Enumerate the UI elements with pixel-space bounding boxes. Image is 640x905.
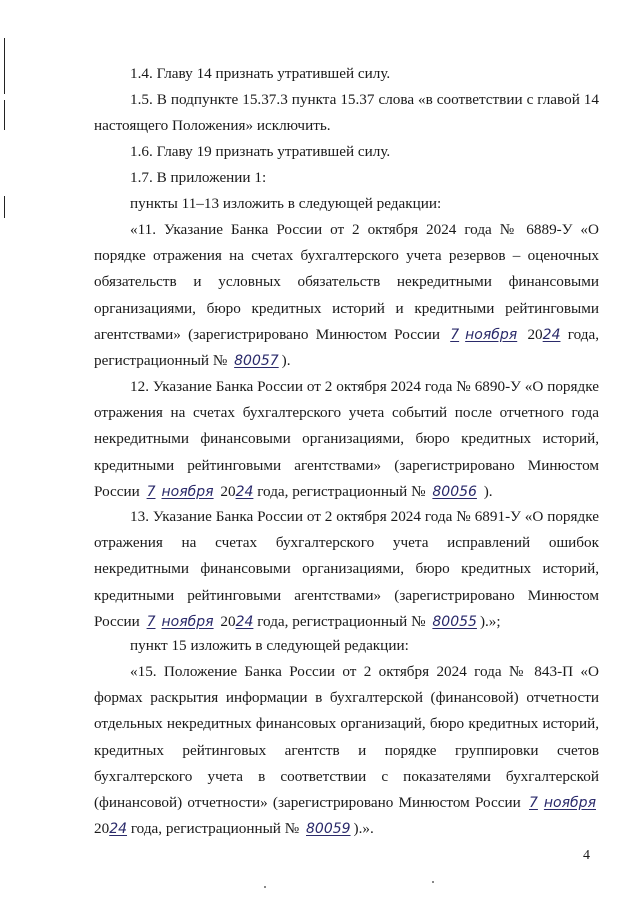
item-12-text-c: года, регистрационный №: [253, 482, 430, 500]
handwritten-reg-number: 80055: [432, 613, 477, 630]
paragraph-items-intro: пункты 11–13 изложить в следующей редакции:: [130, 195, 442, 212]
item-15-text-b: 20: [94, 820, 110, 838]
item-13-text-a: 13. Указание Банка России от 2 октября 2024 года № 6891-У «О порядке отражения на счетах бухгалтерского учета исправлений ошибок некредитными финансовыми организациями, бюро кредитных историй, кредитными рейтинговыми агентствами» (зарегистрировано Минюстом России: [94, 508, 599, 630]
item-15-text-a: «15. Положение Банка России от 2 октября 2024 года № 843-П «О формах раскрытия информации в бухгалтерской (финансовой) отчетности отдельных некредитных финансовых организаций, бюро кредитных историй, кредитных рейтинговых агентств и порядке группировки счетов бухгалтерского учета в соответствии с показателями бухгалтерской (финансовой) отчетности» (зарегистрировано Минюстом России: [94, 663, 599, 812]
item-12-text-b: 20: [216, 482, 236, 500]
item-13-text-d: ).»;: [479, 612, 501, 630]
handwritten-day: 7: [146, 613, 156, 630]
paragraph-item-13: [94, 504, 599, 635]
handwritten-month: ноября: [543, 795, 596, 812]
item-15-text-d: ).».: [353, 820, 374, 838]
handwritten-month: ноября: [465, 326, 518, 343]
paragraph-1-4: 1.4. Главу 14 признать утратившей силу.: [130, 65, 391, 82]
handwritten-year: 24: [235, 613, 254, 630]
handwritten-year: 24: [542, 326, 561, 343]
scan-edge-mark: [4, 100, 5, 130]
handwritten-year: 24: [109, 821, 128, 838]
paragraph-item-15-intro: пункт 15 изложить в следующей редакции:: [130, 637, 409, 654]
page-number: 4: [583, 848, 590, 863]
paragraph-item-12: [94, 374, 599, 505]
handwritten-reg-number: 80056: [432, 483, 477, 500]
item-11-text-b: 20: [520, 325, 543, 343]
item-13-text-c: года, регистрационный №: [253, 612, 430, 630]
scan-edge-mark: [4, 196, 5, 218]
handwritten-year: 24: [235, 483, 254, 500]
item-15-text-c: года, регистрационный №: [127, 820, 303, 838]
scan-dust: [264, 886, 266, 888]
handwritten-reg-number: 80057: [234, 353, 279, 370]
item-11-text-d: ).: [281, 352, 291, 370]
item-12-text-d: ).: [479, 482, 493, 500]
item-11-text-c: года, регистрационный №: [94, 325, 599, 370]
paragraph-1-5: 1.5. В подпункте 15.37.3 пункта 15.37 слова «в соответствии с главой 14 настоящего Положения» исключить.: [94, 91, 599, 135]
scan-edge-mark: [4, 38, 5, 94]
handwritten-month: ноября: [161, 483, 214, 500]
item-11-text-a: «11. Указание Банка России от 2 октября 2024 года № 6889-У «О порядке отражения на счетах бухгалтерского учета резервов – оценочных обязательств и условных обязательств некредитными финансовыми организациями, бюро кредитных историй и кредитными рейтинговыми агентствами» (зарегистрировано Минюстом России: [94, 221, 599, 343]
handwritten-month: ноября: [161, 613, 214, 630]
paragraph-1-6: 1.6. Главу 19 признать утратившей силу.: [130, 143, 391, 160]
scan-dust: [432, 881, 434, 883]
item-13-text-b: 20: [216, 612, 236, 630]
paragraph-1-7: 1.7. В приложении 1:: [130, 169, 267, 186]
handwritten-reg-number: 80059: [306, 821, 351, 838]
handwritten-day: 7: [146, 483, 156, 500]
handwritten-day: 7: [450, 326, 460, 343]
paragraph-item-15: [94, 659, 599, 842]
item-12-text-a: 12. Указание Банка России от 2 октября 2024 года № 6890-У «О порядке отражения на счетах бухгалтерского учета событий после отчетного года некредитными финансовыми организациями, бюро кредитных историй, кредитными рейтинговыми агентствами» (зарегистрировано Минюстом России: [94, 378, 599, 500]
paragraph-item-11: [94, 217, 599, 374]
handwritten-day: 7: [528, 795, 538, 812]
